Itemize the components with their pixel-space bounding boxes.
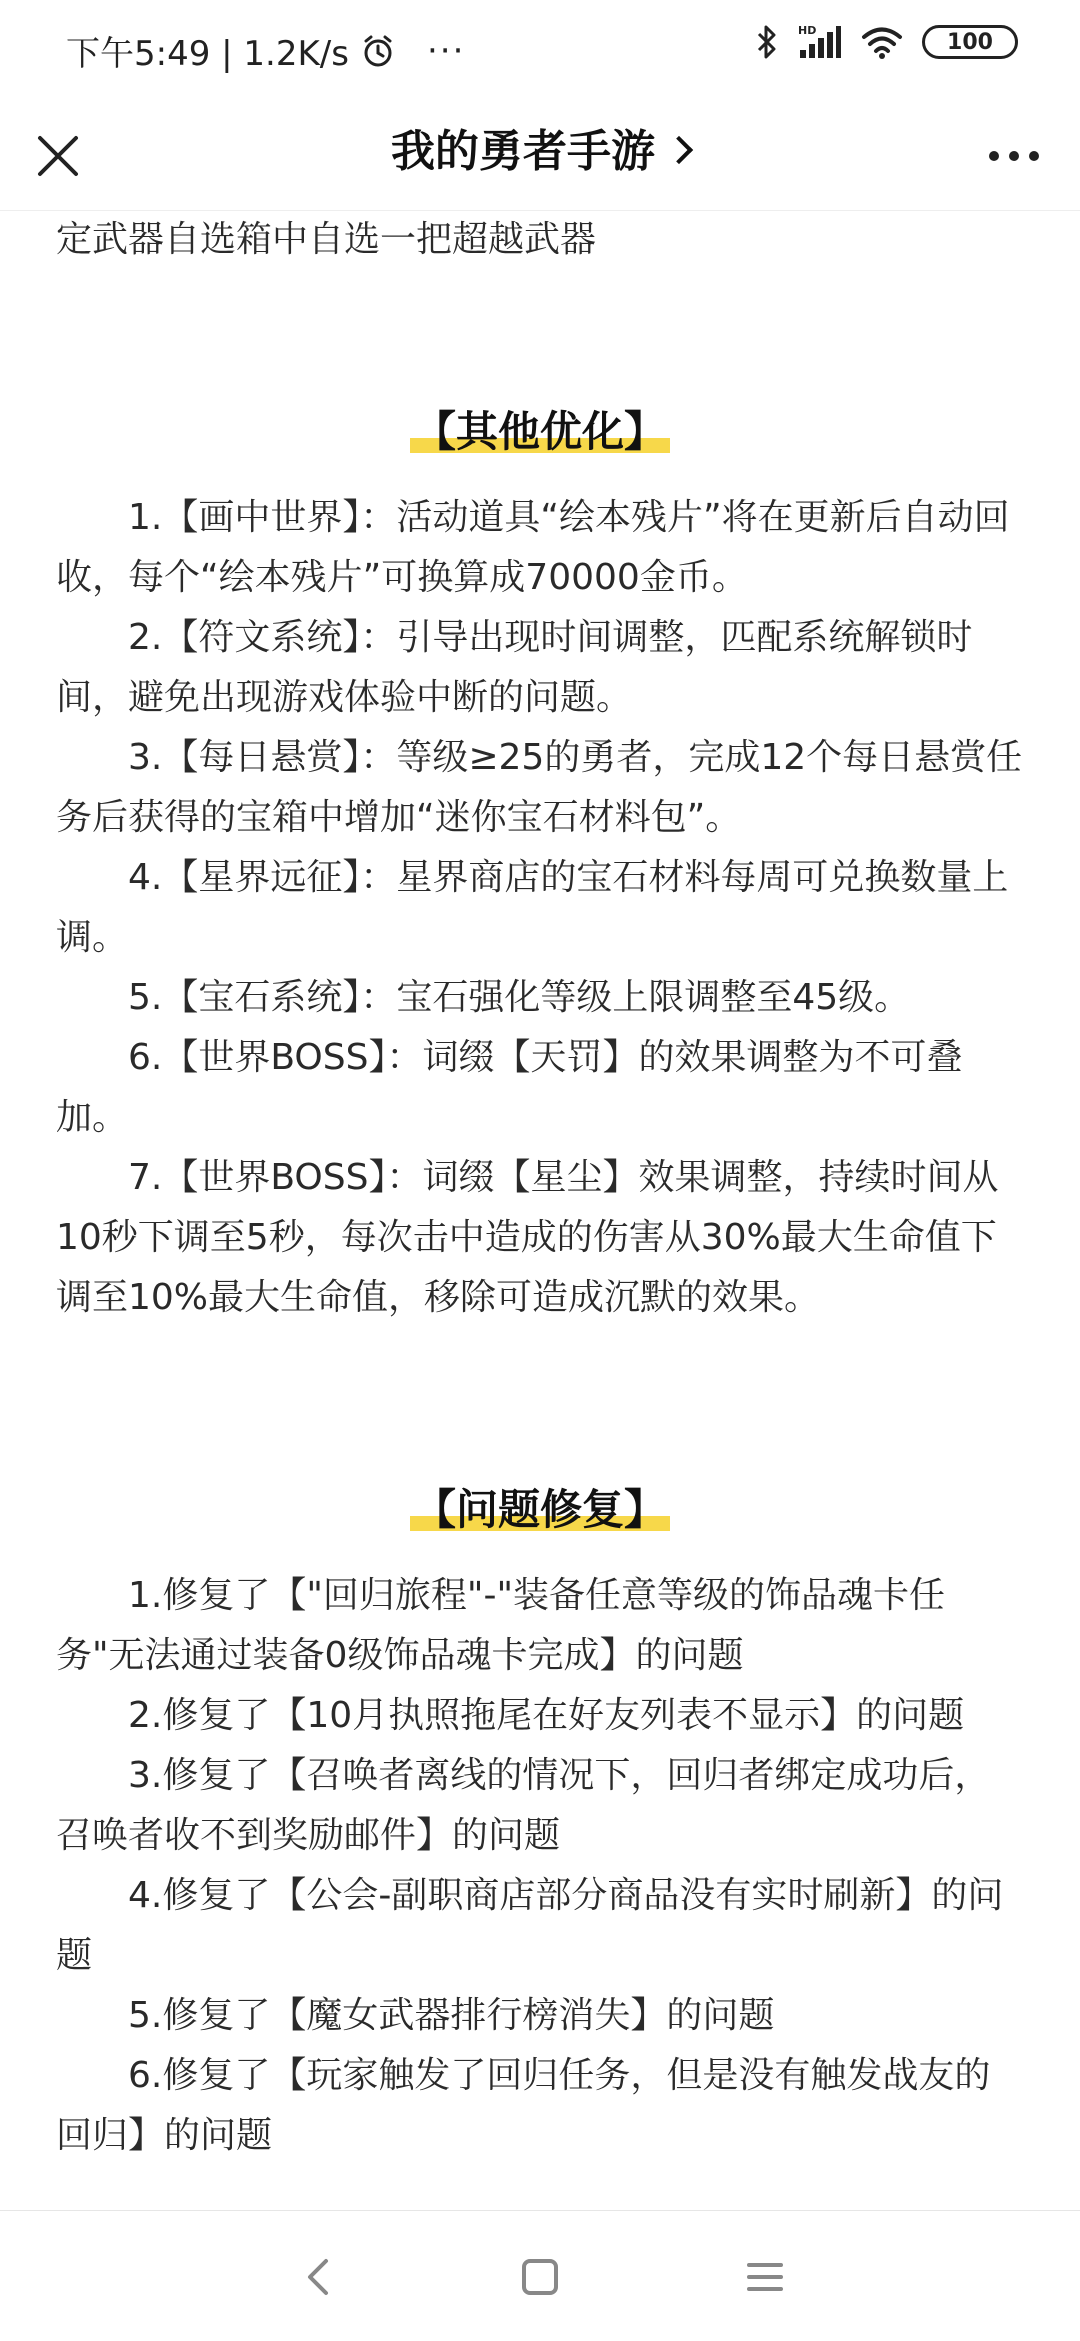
article-paragraph: 2.修复了【10月执照拖尾在好友列表不显示】的问题 xyxy=(128,1695,965,1736)
status-left xyxy=(66,26,465,75)
alarm-icon xyxy=(361,34,395,68)
page-title-text: 我的勇者手游 xyxy=(391,126,655,177)
back-icon[interactable] xyxy=(290,2247,350,2307)
section-heading-text: 【问题修复】 xyxy=(410,1485,670,1535)
battery-level: 100 xyxy=(947,29,993,55)
status-bar xyxy=(0,0,1080,100)
article-paragraph: 7.【世界BOSS】：词缀【星尘】效果调整，持续时间从10秒下调至5秒，每次击中造成的伤害从30%最大生命值下调至10%最大生命值，移除可造成沉默的效果。 xyxy=(56,1157,999,1318)
more-icon[interactable] xyxy=(984,136,1044,176)
section-heading-optimization xyxy=(56,398,1024,458)
article-lead-line: 定武器自选箱中自选一把超越武器 xyxy=(56,219,597,260)
article-paragraph: 3.【每日悬赏】：等级≥25的勇者，完成12个每日悬赏任务后获得的宝箱中增加“迷你宝石材料包”。 xyxy=(56,737,1023,838)
title-bar xyxy=(0,100,1080,211)
svg-text:HD: HD xyxy=(798,24,817,37)
page-title[interactable] xyxy=(0,122,1080,182)
wifi-icon xyxy=(860,24,904,60)
section-heading-bugfix xyxy=(56,1476,1024,1536)
home-icon[interactable] xyxy=(510,2247,570,2307)
battery-indicator xyxy=(922,25,1018,59)
system-nav-bar xyxy=(0,2210,1080,2341)
status-more-dots: ··· xyxy=(426,30,466,71)
article-paragraph: 1.修复了【"回归旅程"-"装备任意等级的饰品魂卡任务"无法通过装备0级饰品魂卡完成】的问题 xyxy=(56,1575,946,1676)
article-paragraph: 3.修复了【召唤者离线的情况下，回归者绑定成功后，召唤者收不到奖励邮件】的问题 xyxy=(56,1755,991,1856)
article-paragraph: 5.修复了【魔女武器排行榜消失】的问题 xyxy=(128,1995,775,2036)
status-right xyxy=(738,24,1018,60)
article-paragraph: 4.【星界远征】：星界商店的宝石材料每周可兑换数量上调。 xyxy=(56,857,1009,958)
article-paragraph: 4.修复了【公会-副职商店部分商品没有实时刷新】的问题 xyxy=(56,1875,1004,1976)
article-paragraph: 1.【画中世界】：活动道具“绘本残片”将在更新后自动回收，每个“绘本残片”可换算成70000金币。 xyxy=(56,497,1010,598)
article-paragraph: 6.修复了【玩家触发了回归任务，但是没有触发战友的回归】的问题 xyxy=(56,2055,991,2156)
signal-icon xyxy=(796,24,842,60)
article-paragraph: 6.【世界BOSS】：词缀【天罚】的效果调整为不可叠加。 xyxy=(56,1037,963,1138)
article-paragraph: 5.【宝石系统】：宝石强化等级上限调整至45级。 xyxy=(128,977,911,1018)
article-body xyxy=(56,210,1024,2166)
chevron-right-icon xyxy=(665,136,693,164)
bluetooth-icon xyxy=(756,24,778,60)
article-paragraph: 2.【符文系统】：引导出现时间调整，匹配系统解锁时间，避免出现游戏体验中断的问题。 xyxy=(56,617,973,718)
menu-icon[interactable] xyxy=(735,2247,795,2307)
status-time-speed: 下午5:49 | 1.2K/s xyxy=(66,34,349,74)
section-heading-text: 【其他优化】 xyxy=(410,407,670,457)
